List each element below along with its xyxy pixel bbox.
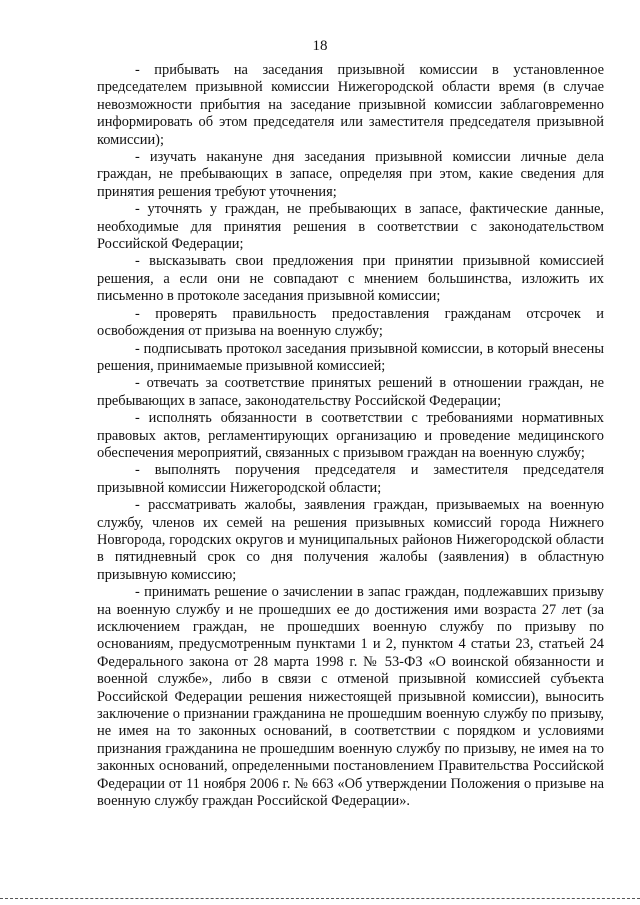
document-body — [97, 62, 604, 810]
paragraph: - принимать решение о зачислении в запас граждан, подлежавших призыву на военную службу и не прошедших ее до достижения ими возраста 27 лет (за исключением граждан, не прошедших военную службу по призыву по основаниям, предусмотренным пунктами 1 и 2, пунктом 4 статьи 23, статьей 24 Федерального закона от 28 марта 1998 г. № 53-ФЗ «О воинской обязанности и военной службе», либо в связи с отменой призывной комиссией субъекта Российской Федерации решения нижестоящей призывной комиссии), выносить заключение о признании гражданина не прошедшим военную службу по призыву, не имея на то законных оснований, в соответствии с порядком и условиями признания гражданина не прошедшим военную службу по призыву, не имея на то законных оснований, определенными постановлением Правительства Российской Федерации от 11 ноября 2006 г. № 663 «Об утверждении Положения о призыве на военную службу граждан Российской Федерации». — [97, 584, 604, 810]
paragraph: - проверять правильность предоставления гражданам отсрочек и освобождения от призыва на военную службу; — [97, 305, 604, 340]
paragraph: - высказывать свои предложения при принятии призывной комиссией решения, а если они не совпадают с мнением большинства, изложить их письменно в протоколе заседания призывной комиссии; — [97, 253, 604, 305]
paragraph: - изучать накануне дня заседания призывной комиссии личные дела граждан, не пребывающих в запасе, определяя при этом, какие сведения для принятия решения требуют уточнения; — [97, 149, 604, 200]
paragraph: - прибывать на заседания призывной комиссии в установленное председателем призывной комиссии Нижегородской области время (в случае невозможности прибытия на заседание призывной комиссии заблаговременно информировать об этом председателя или заместителя председателя призывной комиссии); — [97, 62, 604, 148]
page-bottom-divider — [0, 898, 640, 899]
paragraph: - уточнять у граждан, не пребывающих в запасе, фактические данные, необходимые для принятия решения в соответствии с законодательством Российской Федерации; — [97, 201, 604, 253]
paragraph: - подписывать протокол заседания призывной комиссии, в который внесены решения, принимаемые призывной комиссией; — [97, 340, 604, 374]
paragraph: - рассматривать жалобы, заявления граждан, призываемых на военную службу, членов их семей на решения призывных комиссий города Нижнего Новгорода, городских округов и муниципальных районов Нижегородской области в пятидневный срок со дня получения жалобы (заявления) в областную призывную комиссию; — [97, 497, 604, 583]
paragraph: - выполнять поручения председателя и заместителя председателя призывной комиссии Нижегородской области; — [97, 462, 604, 496]
paragraph: - отвечать за соответствие принятых решений в отношении граждан, не пребывающих в запасе, законодательству Российской Федерации; — [97, 375, 604, 409]
paragraph: - исполнять обязанности в соответствии с требованиями нормативных правовых актов, регламентирующих организацию и проведение медицинского обеспечения мероприятий, связанных с призывом граждан на военную службу; — [97, 410, 604, 461]
page-number: 18 — [312, 38, 328, 54]
